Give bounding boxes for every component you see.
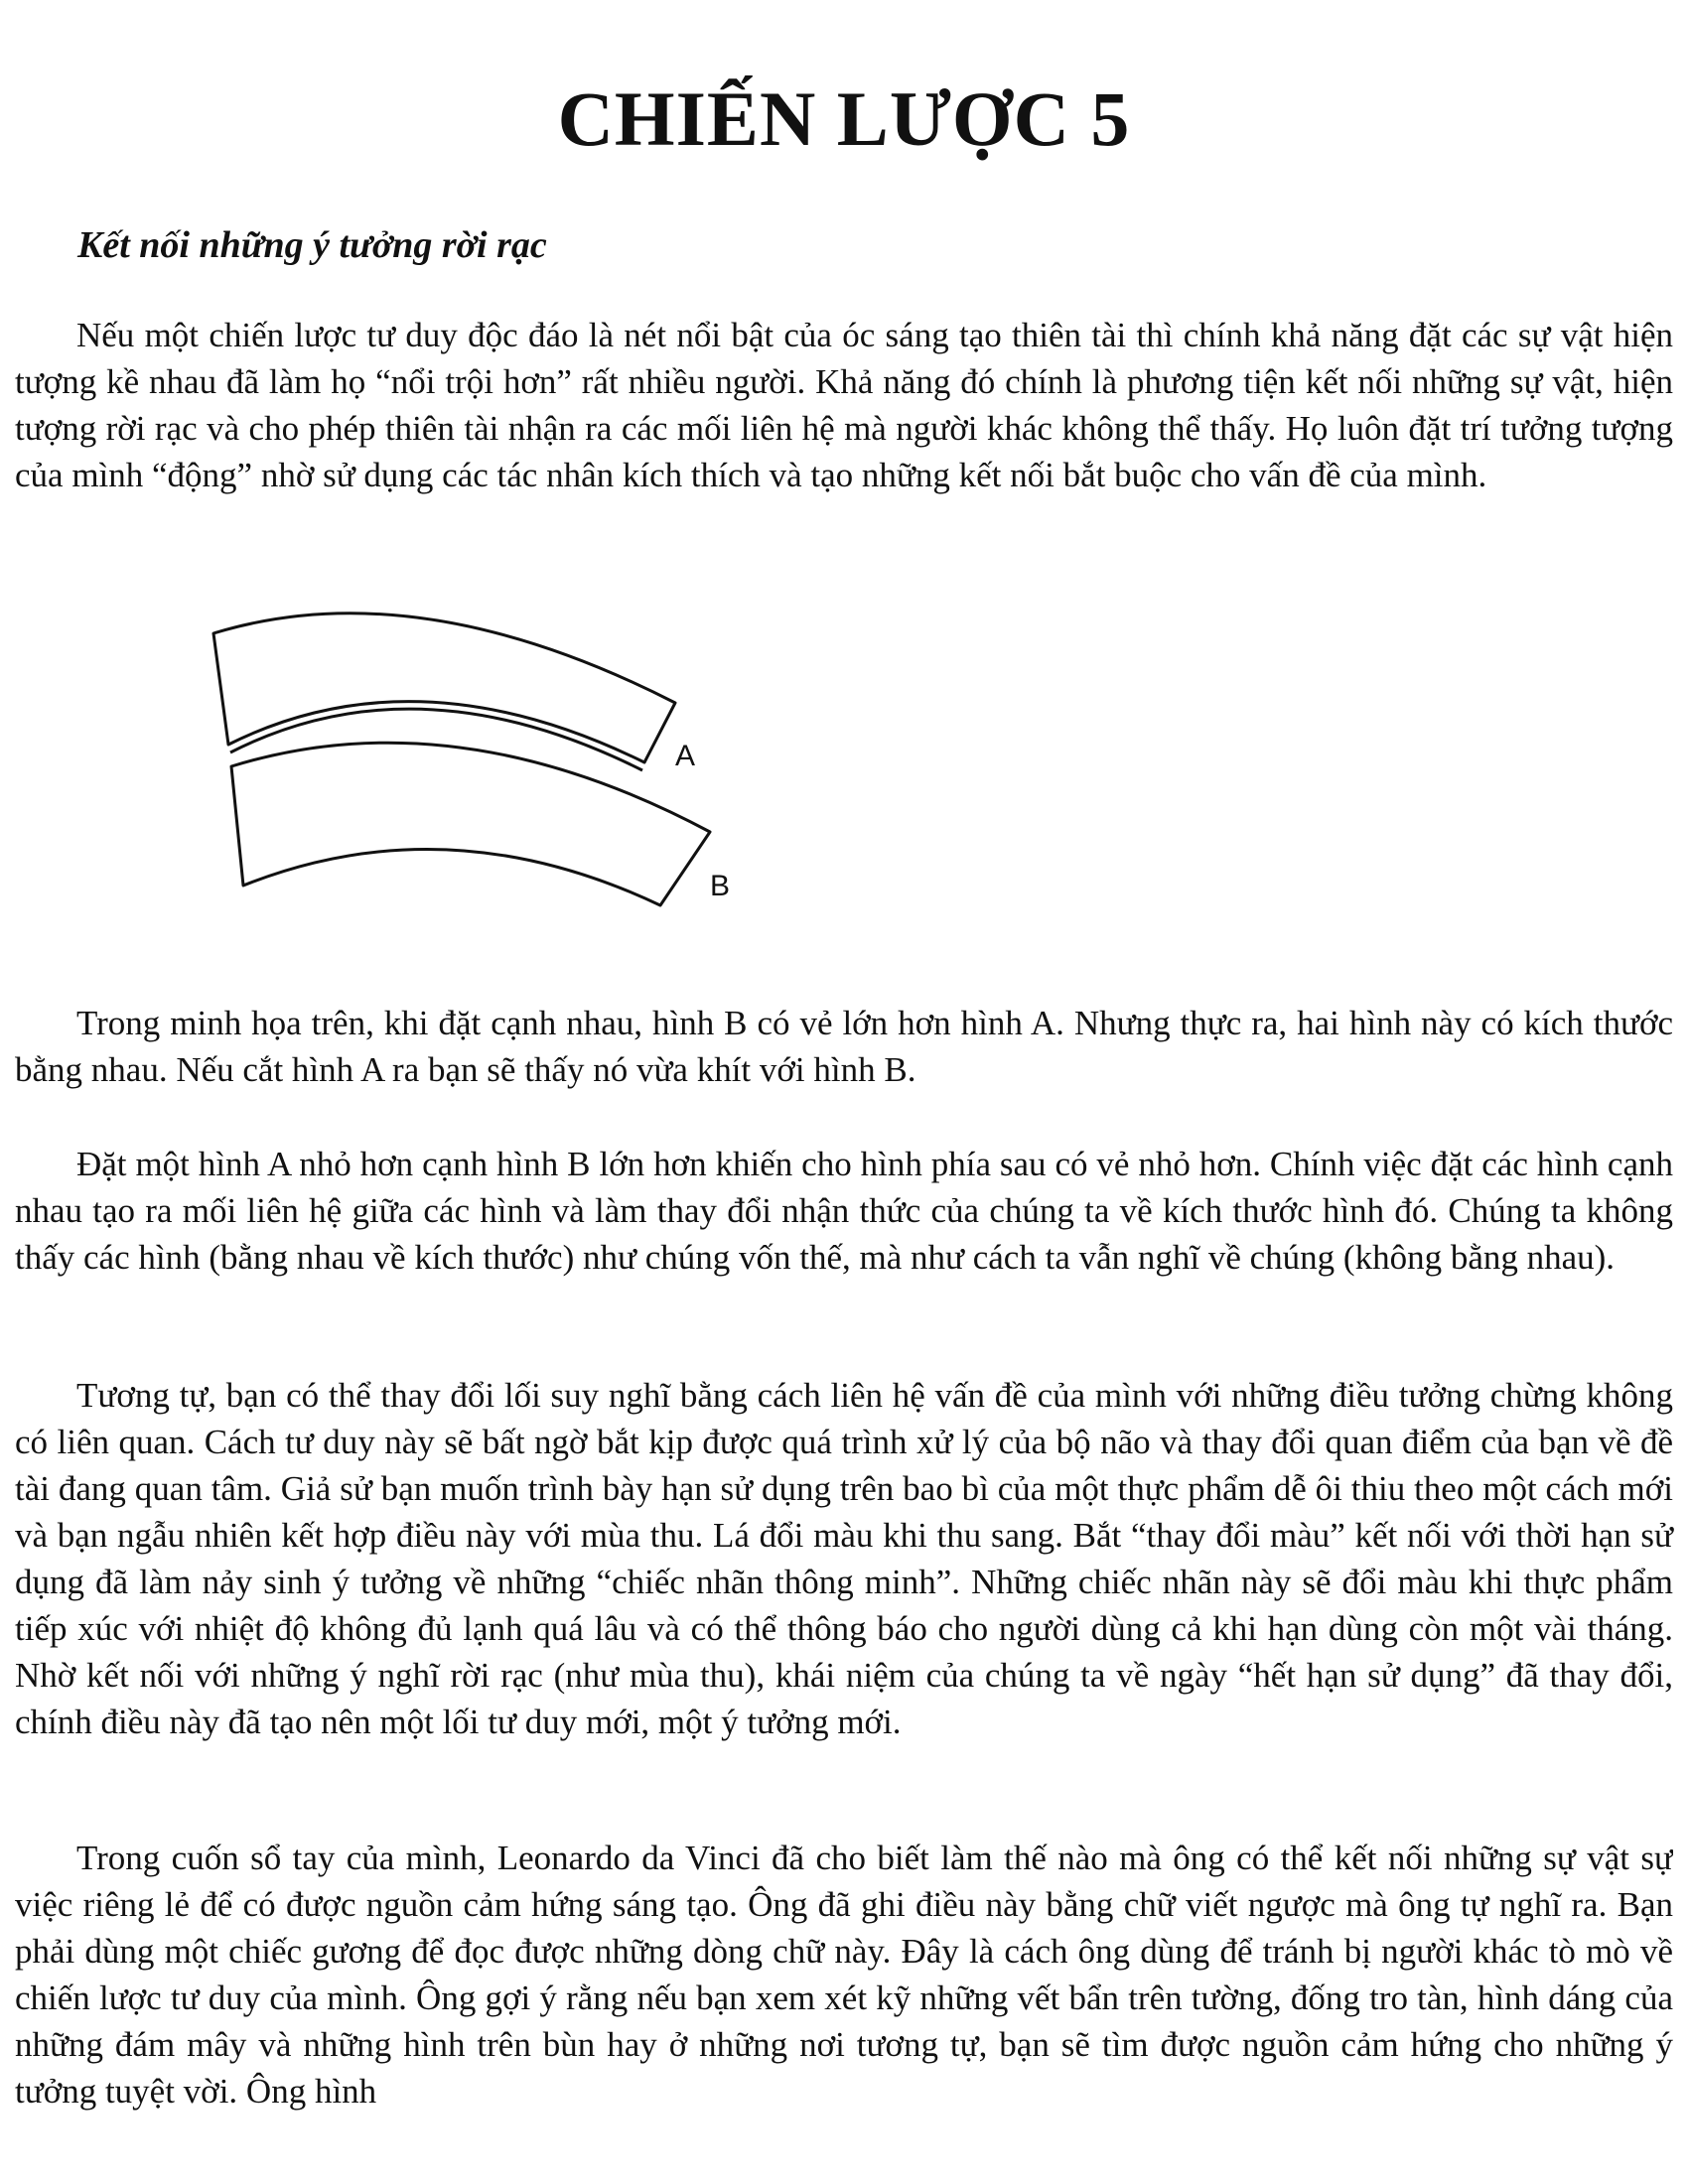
shape-b-label: B <box>710 870 731 902</box>
shape-a <box>213 614 675 762</box>
paragraph-perception: Đặt một hình A nhỏ hơn cạnh hình B lớn hơn khiến cho hình phía sau có vẻ nhỏ hơn. Chính việc đặt các hình cạnh nhau tạo ra mối liên hệ giữa các hình và làm thay đổi nhận thức của chúng ta về kích thước hình đó. Chúng ta không thấy các hình (bằng nhau về kích thước) như chúng vốn thế, mà như cách ta vẫn nghĩ về chúng (không bằng nhau). <box>15 1145 1673 1277</box>
section-subtitle: Kết nối những ý tưởng rời rạc <box>77 224 547 266</box>
shape-a-label: A <box>675 740 696 772</box>
illusion-figure <box>194 596 750 933</box>
paragraph-illustration: Trong minh họa trên, khi đặt cạnh nhau, hình B có vẻ lớn hơn hình A. Nhưng thực ra, hai hình này có kích thước bằng nhau. Nếu cắt hình A ra bạn sẽ thấy nó vừa khít với hình B. <box>15 1004 1673 1089</box>
paragraph-example: Tương tự, bạn có thể thay đổi lối suy nghĩ bằng cách liên hệ vấn đề của mình với những điều tưởng chừng không có liên quan. Cách tư duy này sẽ bất ngờ bắt kịp được quá trình xử lý của bộ não và thay đổi quan điểm của bạn về đề tài đang quan tâm. Giả sử bạn muốn trình bày hạn sử dụng trên bao bì của một thực phẩm dễ ôi thiu theo một cách mới và bạn ngẫu nhiên kết hợp điều này với mùa thu. Lá đổi màu khi thu sang. Bắt “thay đổi màu” kết nối với thời hạn sử dụng đã làm nảy sinh ý tưởng về những “chiếc nhãn thông minh”. Những chiếc nhãn này sẽ đổi màu khi thực phẩm tiếp xúc với nhiệt độ không đủ lạnh quá lâu và có thể thông báo cho người dùng cả khi hạn dùng còn một vài tháng. Nhờ kết nối với những ý nghĩ rời rạc (như mùa thu), khái niệm của chúng ta về ngày “hết hạn sử dụng” đã thay đổi, chính điều này đã tạo nên một lối tư duy mới, một ý tưởng mới. <box>15 1376 1673 1741</box>
paragraph-leonardo: Trong cuốn sổ tay của mình, Leonardo da Vinci đã cho biết làm thế nào mà ông có thể kết nối những sự vật sự việc riêng lẻ để có được nguồn cảm hứng sáng tạo. Ông đã ghi điều này bằng chữ viết ngược mà ông tự nghĩ ra. Bạn phải dùng một chiếc gương để đọc được những dòng chữ này. Đây là cách ông dùng để tránh bị người khác tò mò về chiến lược tư duy của mình. Ông gợi ý rằng nếu bạn xem xét kỹ những vết bẩn trên tường, đống tro tàn, hình dáng của những đám mây và những hình trên bùn hay ở những nơi tương tự, bạn sẽ tìm được nguồn cảm hứng cho những ý tưởng tuyệt vời. Ông hình <box>15 1839 1673 2111</box>
illusion-svg <box>194 596 750 933</box>
page-title: CHIẾN LƯỢC 5 <box>557 75 1131 162</box>
paragraph-intro: Nếu một chiến lược tư duy độc đáo là nét nổi bật của óc sáng tạo thiên tài thì chính khả năng đặt các sự vật hiện tượng kề nhau đã làm họ “nổi trội hơn” rất nhiều người. Khả năng đó chính là phương tiện kết nối những sự vật, hiện tượng rời rạc và cho phép thiên tài nhận ra các mối liên hệ mà người khác không thể thấy. Họ luôn đặt trí tưởng tượng của mình “động” nhờ sử dụng các tác nhân kích thích và tạo những kết nối bắt buộc cho vấn đề của mình. <box>15 316 1673 494</box>
